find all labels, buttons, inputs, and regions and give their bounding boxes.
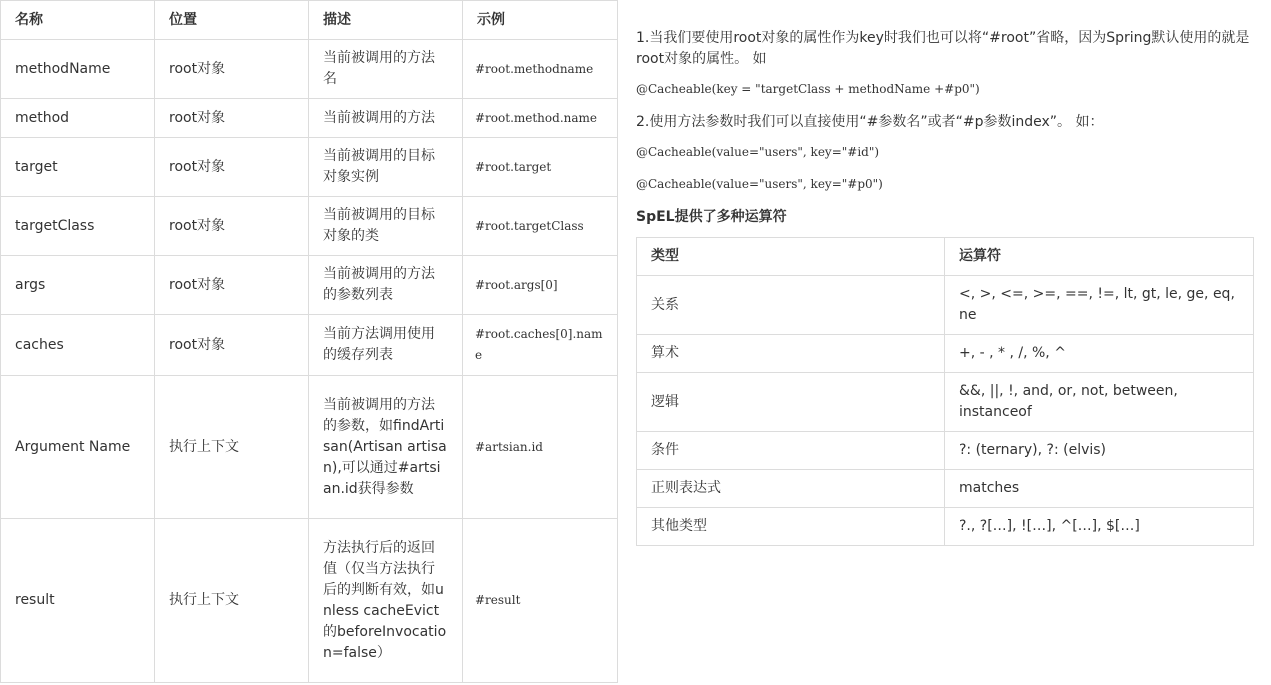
cell-name: methodName [1,40,155,99]
cell-example: #root.methodname [463,40,618,99]
cell-type: 算术 [637,335,945,373]
header-description: 描述 [309,1,463,40]
cell-description: 方法执行后的返回值（仅当方法执行后的判断有效，如unless cacheEvict的beforeInvocation=false） [309,519,463,683]
note-method-params: 2.使用方法参数时我们可以直接使用“#参数名”或者“#p参数index”。 如： [636,114,1104,130]
cell-location: root对象 [155,197,309,256]
header-operators: 运算符 [945,238,1254,276]
section-heading: SpEL提供了多种运算符 [636,209,787,225]
cell-location: root对象 [155,40,309,99]
cell-description: 当前被调用的方法的参数，如findArtisan(Artisan artisan),可以通过#artsian.id获得参数 [309,376,463,519]
cell-description: 当前被调用的目标对象实例 [309,138,463,197]
cell-type: 条件 [637,432,945,470]
cell-operators: &&, ||, !, and, or, not, between, instanceof [945,373,1254,432]
cell-location: 执行上下文 [155,519,309,683]
operator-table [636,237,1254,546]
header-location: 位置 [155,1,309,40]
code-example-1: @Cacheable(key = "targetClass + methodName +#p0") [636,82,980,96]
cell-example: #artsian.id [463,376,618,519]
cell-example: #root.target [463,138,618,197]
cell-name: targetClass [1,197,155,256]
cell-type: 逻辑 [637,373,945,432]
header-example: 示例 [463,1,618,40]
cell-type: 其他类型 [637,508,945,546]
cell-operators: ?: (ternary), ?: (elvis) [945,432,1254,470]
table-row [1,99,618,138]
table-row [1,40,618,99]
table-row [637,373,1254,432]
cell-description: 当前被调用的目标对象的类 [309,197,463,256]
cell-operators: matches [945,470,1254,508]
cell-name: args [1,256,155,315]
table-header-row [637,238,1254,276]
cell-location: root对象 [155,256,309,315]
header-type: 类型 [637,238,945,276]
cell-type: 关系 [637,276,945,335]
cell-name: caches [1,315,155,376]
cell-example: #root.args[0] [463,256,618,315]
code-example-2: @Cacheable(value="users", key="#id") [636,145,880,159]
spel-variables-table [0,0,618,683]
cell-type: 正则表达式 [637,470,945,508]
cell-operators: <, >, <=, >=, ==, !=, lt, gt, le, ge, eq, ne [945,276,1254,335]
note-root-omit: 1.当我们要使用root对象的属性作为key时我们也可以将“#root”省略，因为Spring默认使用的就是root对象的属性。 如 [636,30,1250,67]
cell-example: #root.caches[0].name [463,315,618,376]
table-row [1,519,618,683]
table-header-row [1,1,618,40]
cell-name: method [1,99,155,138]
table-row [1,376,618,519]
cell-description: 当前方法调用使用的缓存列表 [309,315,463,376]
table-row [1,256,618,315]
table-row [1,315,618,376]
cell-example: #root.method.name [463,99,618,138]
cell-location: 执行上下文 [155,376,309,519]
table-row [637,470,1254,508]
cell-example: #result [463,519,618,683]
table-row [637,508,1254,546]
cell-name: target [1,138,155,197]
cell-description: 当前被调用的方法 [309,99,463,138]
cell-name: result [1,519,155,683]
header-name: 名称 [1,1,155,40]
cell-location: root对象 [155,99,309,138]
cell-operators: +, - , * , /, %, ^ [945,335,1254,373]
cell-example: #root.targetClass [463,197,618,256]
table-row [1,197,618,256]
cell-operators: ?., ?[…], ![…], ^[…], $[…] [945,508,1254,546]
cell-description: 当前被调用的方法名 [309,40,463,99]
cell-name: Argument Name [1,376,155,519]
table-row [637,432,1254,470]
cell-location: root对象 [155,315,309,376]
code-example-3: @Cacheable(value="users", key="#p0") [636,177,883,191]
table-row [1,138,618,197]
cell-description: 当前被调用的方法的参数列表 [309,256,463,315]
table-row [637,335,1254,373]
cell-location: root对象 [155,138,309,197]
table-row [637,276,1254,335]
